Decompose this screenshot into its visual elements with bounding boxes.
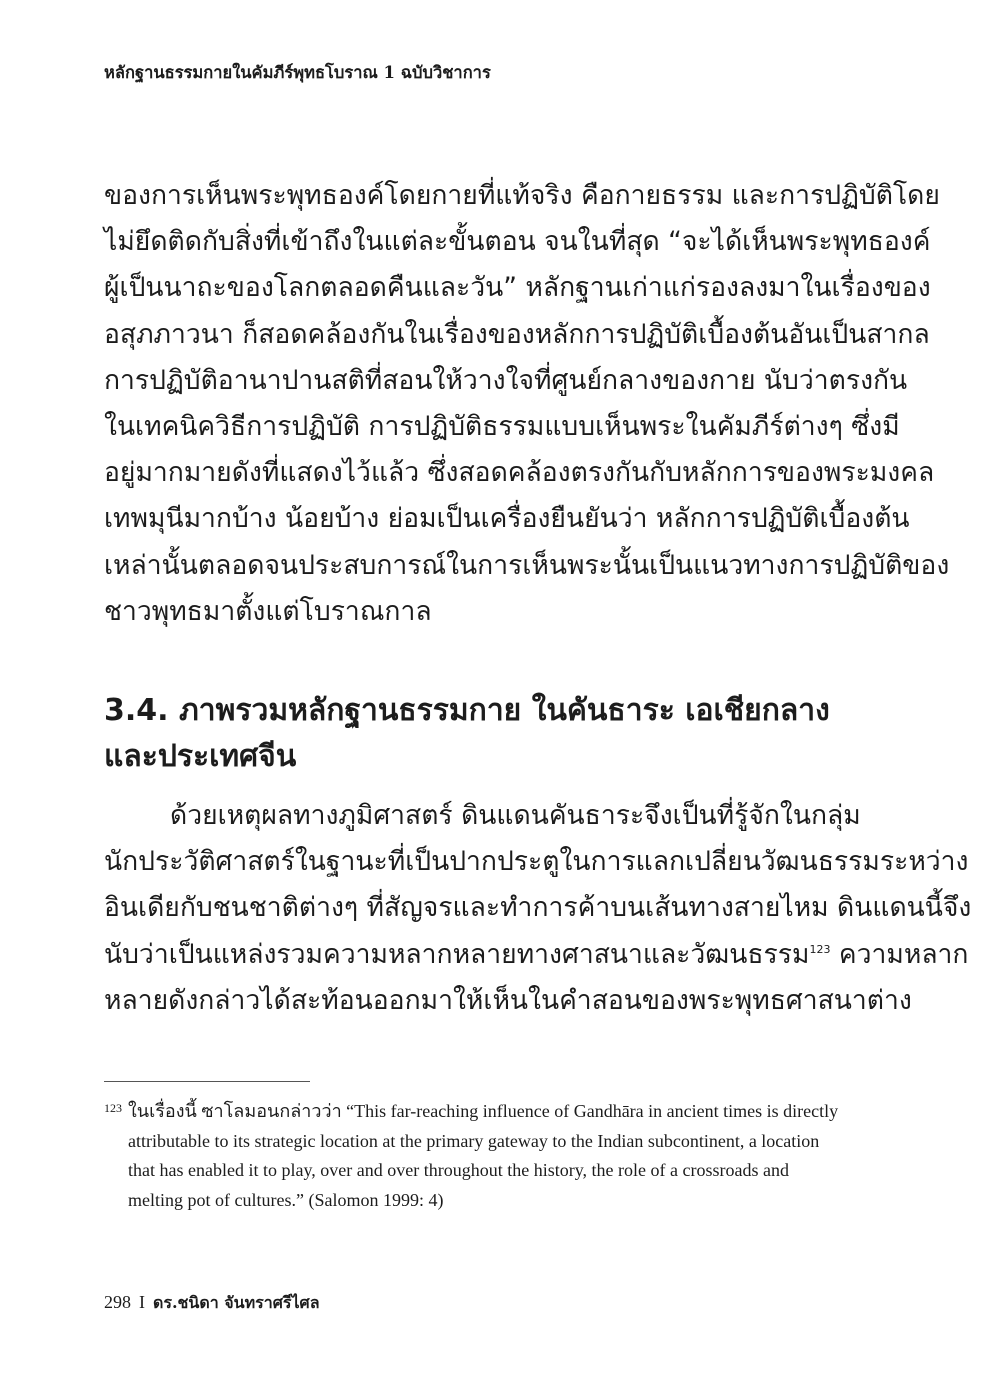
- footnote-line: attributable to its strategic location at the primary gateway to the Indian subcontinent, a location: [128, 1130, 820, 1151]
- paragraph-line: ของการเห็นพระพุทธองค์โดยกายที่แท้จริง คือกายธรรม และการปฏิบัติโดย: [104, 180, 940, 211]
- paragraph-line: อินเดียกับชนชาติต่างๆ ที่สัญจรและทำการค้าบนเส้นทางสายไหม ดินแดนนี้จึง: [104, 892, 972, 924]
- page-footer: [104, 1291, 320, 1316]
- footnote-line: melting pot of cultures.” (Salomon 1999: 4): [128, 1189, 444, 1210]
- paragraph-text: นับว่าเป็นแหล่งรวมความหลากหลายทางศาสนาและวัฒนธรรม: [104, 938, 810, 970]
- paragraph-line: เทพมุนีมากบ้าง น้อยบ้าง ย่อมเป็นเครื่องยืนยันว่า หลักการปฏิบัติเบื้องต้น: [104, 503, 910, 535]
- footnote-reference[interactable]: 123: [809, 942, 831, 956]
- section-heading: [104, 688, 864, 780]
- paragraph-line: ผู้เป็นนาถะของโลกตลอดคืนและวัน” หลักฐานเก่าแก่รองลงมาในเรื่องของ: [104, 272, 931, 304]
- paragraph-line: นักประวัติศาสตร์ในฐานะที่เป็นปากประตูในการแลกเปลี่ยนวัฒนธรรมระหว่าง: [104, 846, 969, 878]
- page-number: 298: [104, 1292, 131, 1312]
- paragraph-line: การปฏิบัติอานาปานสติที่สอนให้วางใจที่ศูนย์กลางของกาย นับว่าตรงกัน: [104, 364, 908, 396]
- paragraph-line: [104, 932, 969, 978]
- footnote-divider: [104, 1081, 310, 1082]
- paragraph-line: ในเทคนิควิธีการปฏิบัติ การปฏิบัติธรรมแบบเห็นพระในคัมภีร์ต่างๆ ซึ่งมี: [104, 410, 900, 442]
- paragraph-line: ด้วยเหตุผลทางภูมิศาสตร์ ดินแดนคันธาระจึงเป็นที่รู้จักในกลุ่ม: [170, 800, 861, 831]
- paragraph-1: [104, 173, 950, 635]
- paragraph-line: อยู่มากมายดังที่แสดงไว้แล้ว ซึ่งสอดคล้องตรงกันกับหลักการของพระมงคล: [104, 457, 935, 489]
- footnote-number: 123: [104, 1101, 122, 1115]
- paragraph-line: เหล่านั้นตลอดจนประสบการณ์ในการเห็นพระนั้นเป็นแนวทางการปฏิบัติของ: [104, 549, 950, 581]
- paragraph-line: หลายดังกล่าวได้สะท้อนออกมาให้เห็นในคำสอนของพระพุทธศาสนาต่าง: [104, 984, 912, 1016]
- paragraph-2: [104, 793, 972, 1024]
- section-heading-line-1: 3.4. ภาพรวมหลักฐานธรรมกาย ในคันธาระ เอเชียกลาง: [104, 693, 830, 728]
- footnote: [104, 1097, 864, 1215]
- paragraph-text: ความหลาก: [830, 938, 969, 970]
- paragraph-line: ชาวพุทธมาตั้งแต่โบราณกาล: [104, 595, 432, 627]
- paragraph-line: ไม่ยึดติดกับสิ่งที่เข้าถึงในแต่ละขั้นตอน จนในที่สุด “จะได้เห็นพระพุทธองค์: [104, 226, 931, 258]
- footnote-line: that has enabled it to play, over and over throughout the history, the role of a crossroads and: [128, 1160, 789, 1180]
- paragraph-line: อสุภภาวนา ก็สอดคล้องกันในเรื่องของหลักการปฏิบัติเบื้องต้นอันเป็นสากล: [104, 318, 930, 350]
- running-header: หลักฐานธรรมกายในคัมภีร์พุทธโบราณ 1 ฉบับวิชาการ: [104, 63, 491, 82]
- section-heading-line-2: และประเทศจีน: [104, 739, 297, 774]
- footnote-line: ในเรื่องนี้ ซาโลมอนกล่าวว่า “This far-reaching influence of Gandhāra in ancient times is directly: [128, 1101, 839, 1121]
- author-name: ดร.ชนิดา จันทราศรีไศล: [153, 1293, 320, 1312]
- footer-separator: I: [139, 1292, 145, 1312]
